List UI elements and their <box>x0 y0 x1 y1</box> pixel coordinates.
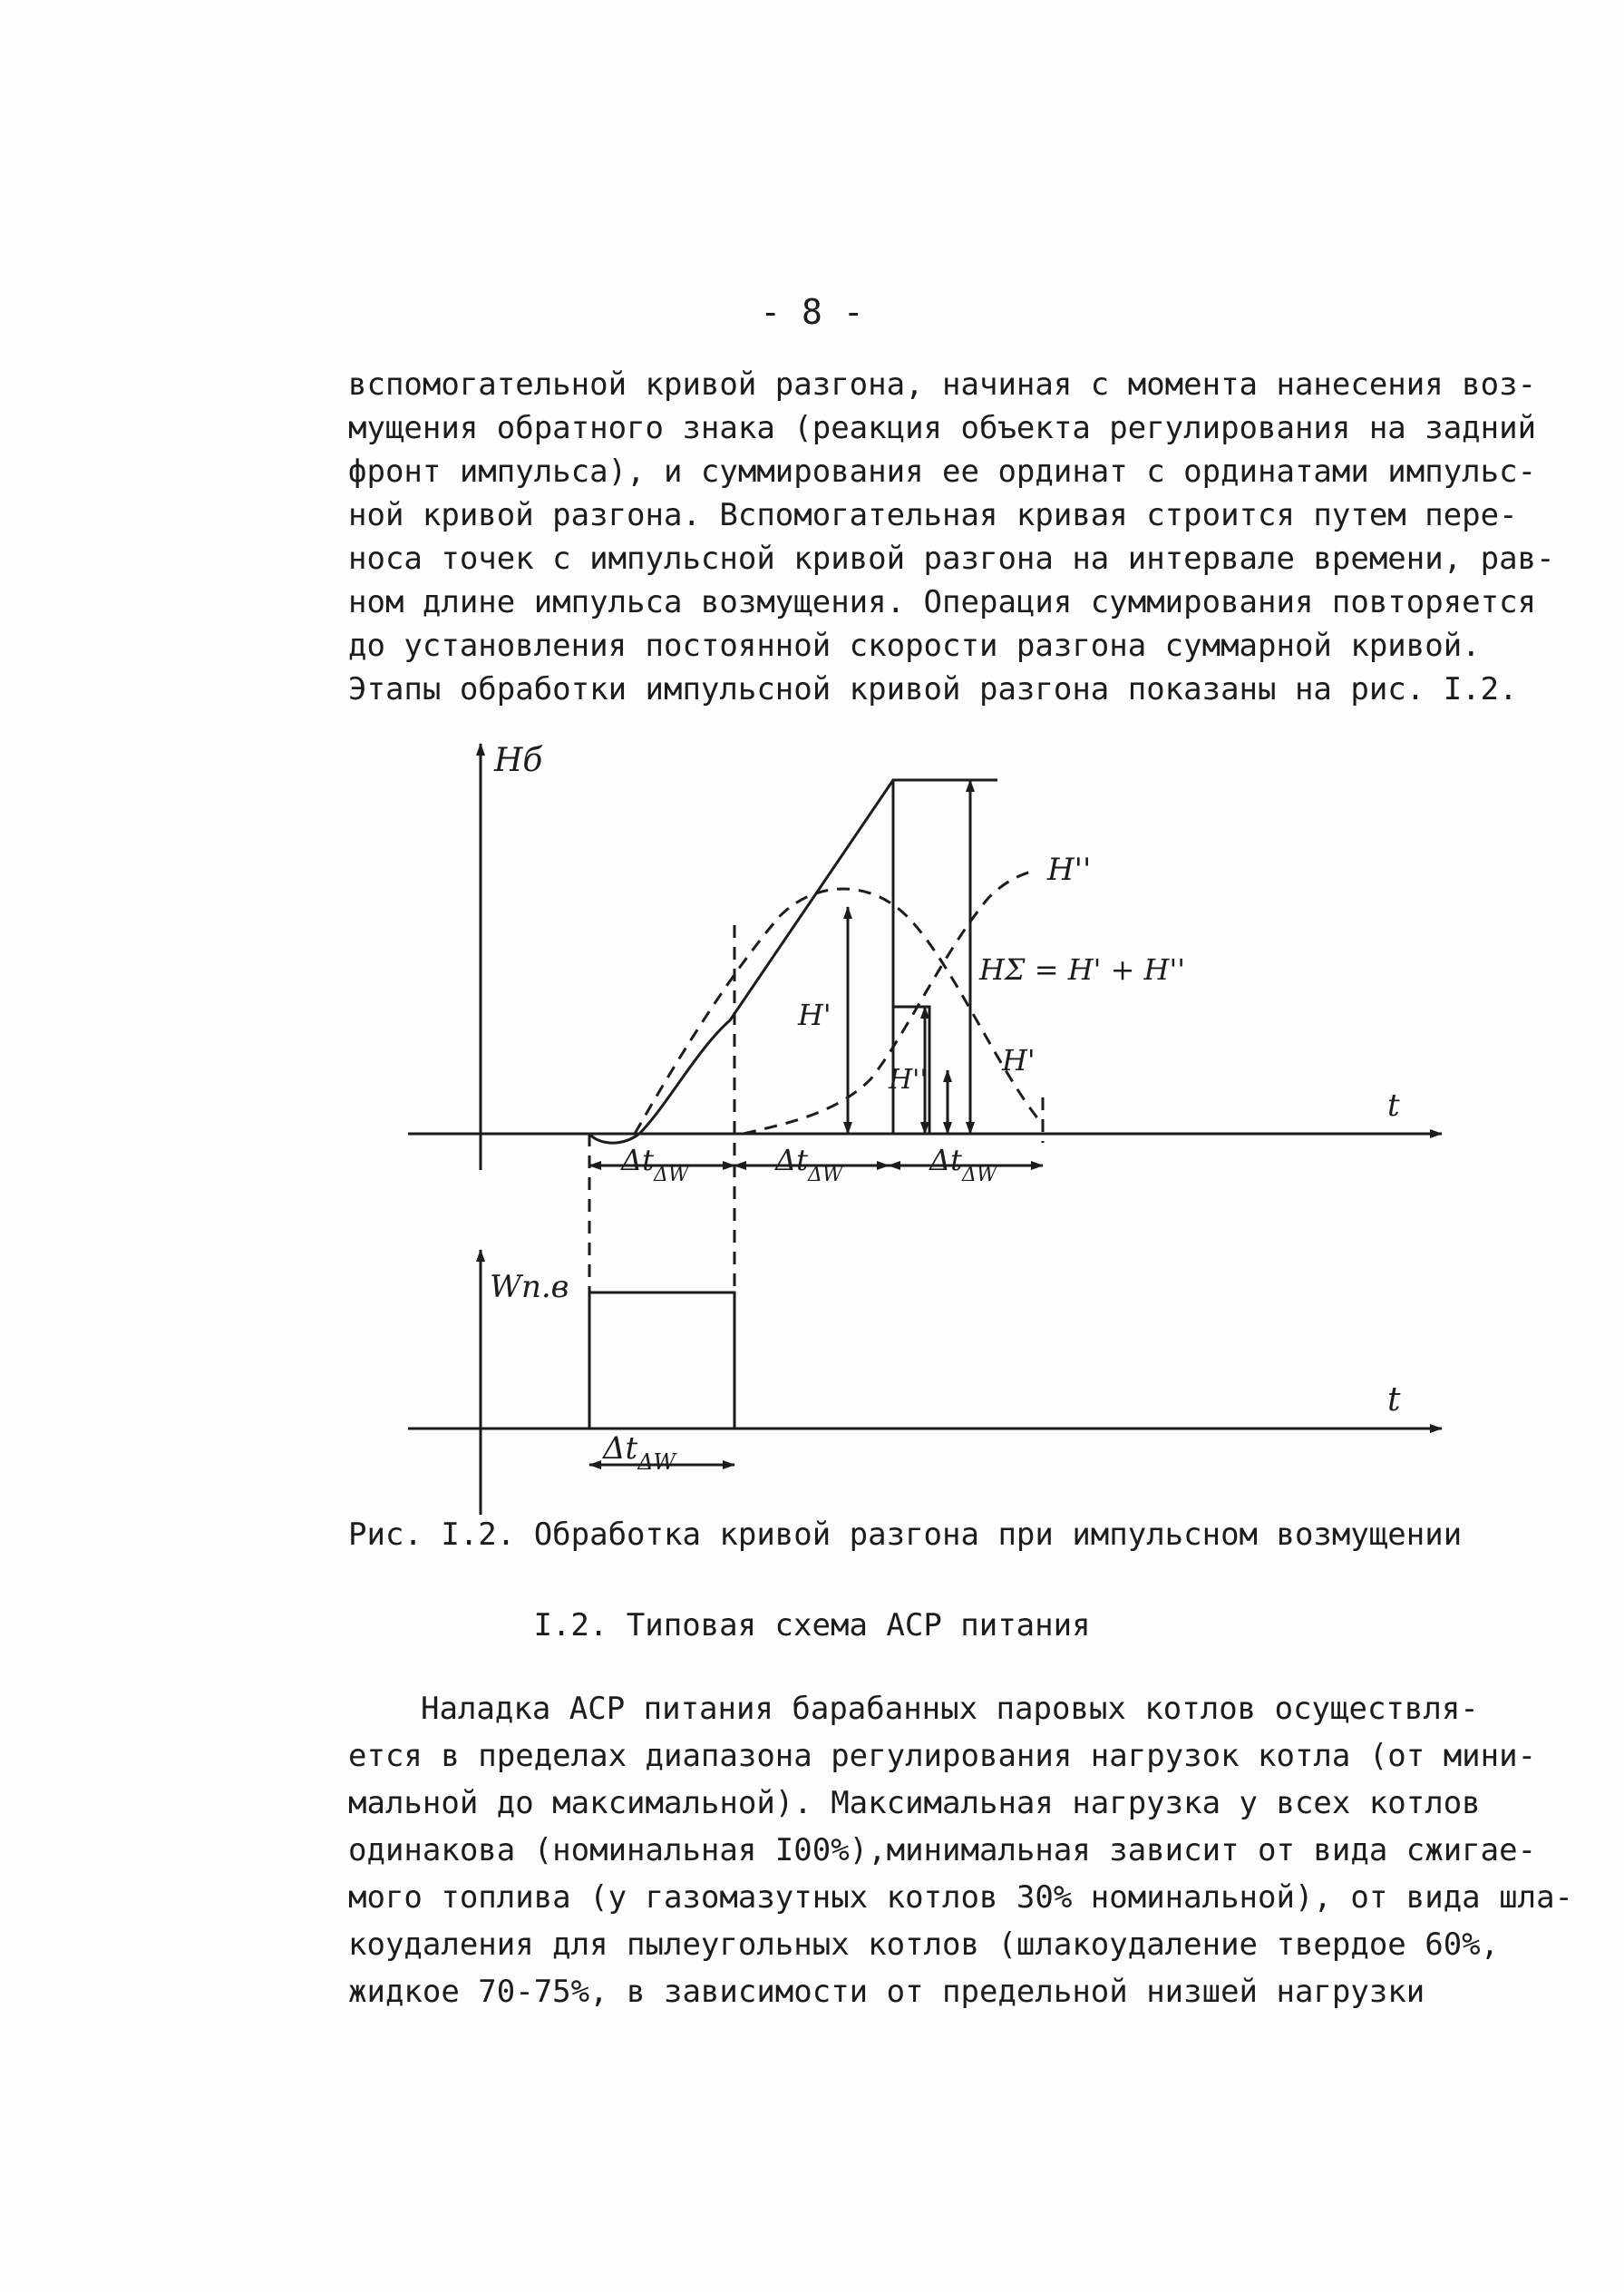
label-h-double-prime-mid: H'' <box>889 1064 928 1096</box>
figure-caption: Рис. I.2. Обработка кривой разгона при импульсном возмущении <box>348 1517 1463 1553</box>
label-h-prime-mid: H' <box>798 998 831 1032</box>
label-dt-1: $\Delta t_{\Delta W}$ <box>621 1143 689 1186</box>
figure-1-2 <box>363 726 1478 1524</box>
page-number: - 8 - <box>760 292 864 332</box>
paragraph-line: мущения обратного знака (реакция объекта регулирования на задний <box>348 410 1537 446</box>
w-pulse <box>589 1292 734 1429</box>
paragraph-line: коудаления для пылеугольных котлов (шлакоудаление твердое 60%, <box>348 1926 1500 1963</box>
paragraph-line: ной кривой разгона. Вспомогательная кривая строится путем пере- <box>348 497 1518 533</box>
label-h-delta: Hб <box>494 742 543 779</box>
paragraph-line: мого топлива (у газомазутных котлов 30% номинальной), от вида шла- <box>348 1879 1574 1916</box>
paragraph-line: жидкое 70-75%, в зависимости от предельной низшей нагрузки <box>348 1974 1425 2010</box>
label-t-top: t <box>1387 1087 1400 1124</box>
paragraph-line: носа точек с импульсной кривой разгона на интервале времени, рав- <box>348 541 1555 577</box>
label-dt-2: $\Delta t_{\Delta W}$ <box>775 1143 843 1186</box>
paragraph-line: Этапы обработки импульсной кривой разгона показаны на рис. I.2. <box>348 671 1518 707</box>
h-sigma-curve <box>589 780 997 1143</box>
paragraph-line: мальной до максимальной). Максимальная нагрузка у всех котлов <box>348 1785 1481 1821</box>
label-t-bottom: t <box>1387 1381 1401 1419</box>
label-h-prime-right: H' <box>1002 1043 1036 1078</box>
section-heading: I.2. Типовая схема АСР питания <box>533 1607 1091 1643</box>
paragraph-line: ется в пределах диапазона регулирования нагрузок котла (от мини- <box>348 1738 1537 1774</box>
paragraph-line: ном длине импульса возмущения. Операция суммирования повторяется <box>348 584 1537 620</box>
paragraph-line: вспомогательной кривой разгона, начиная с момента нанесения воз- <box>348 366 1537 403</box>
paragraph-line: одинакова (номинальная I00%),минимальная зависит от вида сжигае- <box>348 1832 1537 1868</box>
paragraph-line: фронт импульса), и суммирования ее ординат с ординатами импульс- <box>348 454 1537 490</box>
label-h-sigma: HΣ = H' + H'' <box>979 952 1186 987</box>
label-dt-bottom: $\Delta t_{\Delta W}$ <box>603 1430 676 1475</box>
label-w-pv: Wп.в <box>490 1269 569 1305</box>
label-dt-3: $\Delta t_{\Delta W}$ <box>929 1143 997 1186</box>
paragraph-line: Наладка АСР питания барабанных паровых котлов осуществля- <box>421 1691 1479 1727</box>
paragraph-line: до установления постоянной скорости разгона суммарной кривой. <box>348 628 1481 664</box>
label-h-double-prime-curve: H'' <box>1047 852 1092 888</box>
h-prime-curve <box>635 889 1043 1134</box>
